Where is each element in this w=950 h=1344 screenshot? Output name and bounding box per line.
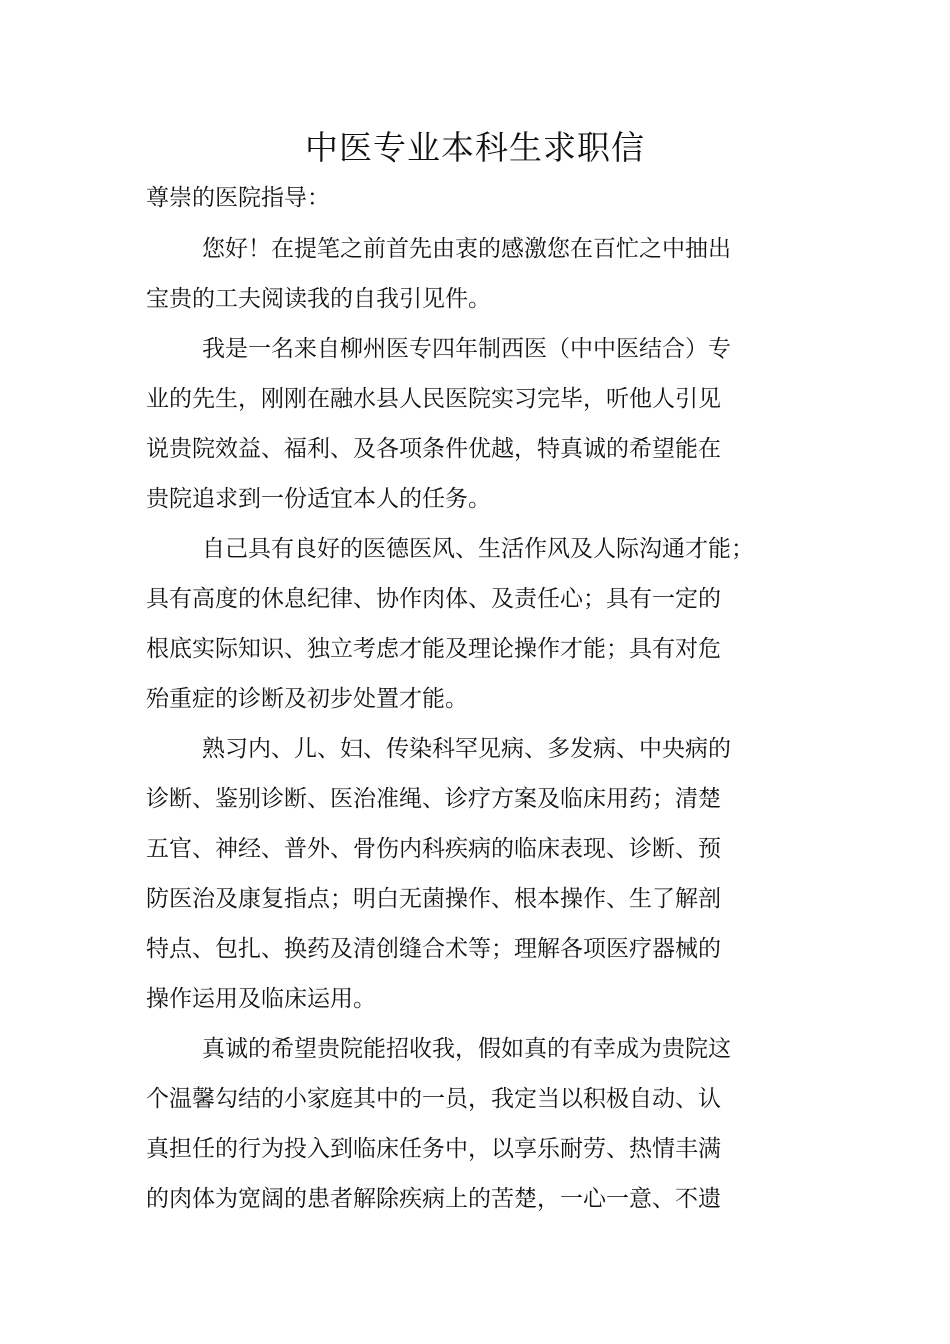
paragraph-line: 自己具有良好的医德医风、生活作风及人际沟通才能； <box>202 536 754 562</box>
salutation: 尊崇的医院指导： <box>146 185 330 211</box>
paragraph-line: 诊断、鉴别诊断、医治准绳、诊疗方案及临床用药；清楚 <box>146 786 721 812</box>
paragraph-line: 殆重症的诊断及初步处置才能。 <box>146 686 468 712</box>
paragraph-line: 真诚的希望贵院能招收我，假如真的有幸成为贵院这 <box>202 1036 731 1062</box>
paragraph-line: 特点、包扎、换药及清创缝合术等；理解各项医疗器械的 <box>146 936 721 962</box>
paragraph-line: 的肉体为宽阔的患者解除疾病上的苦楚，一心一意、不遗 <box>146 1186 721 1212</box>
paragraph-line: 业的先生，刚刚在融水县人民医院实习完毕，听他人引见 <box>146 386 721 412</box>
paragraph-line: 操作运用及临床运用。 <box>146 986 376 1012</box>
paragraph-line: 防医治及康复指点；明白无菌操作、根本操作、生了解剖 <box>146 886 721 912</box>
paragraph-line: 五官、神经、普外、骨伤内科疾病的临床表现、诊断、预 <box>146 836 721 862</box>
paragraph-line: 贵院追求到一份适宜本人的任务。 <box>146 486 491 512</box>
paragraph-line: 根底实际知识、独立考虑才能及理论操作才能；具有对危 <box>146 636 721 662</box>
paragraph-line: 个温馨勾结的小家庭其中的一员，我定当以积极自动、认 <box>146 1086 721 1112</box>
paragraph-line: 说贵院效益、福利、及各项条件优越，特真诚的希望能在 <box>146 436 721 462</box>
paragraph-line: 真担任的行为投入到临床任务中，以享乐耐劳、热情丰满 <box>146 1136 721 1162</box>
paragraph-line: 熟习内、儿、妇、传染科罕见病、多发病、中央病的 <box>202 736 731 762</box>
paragraph-line: 我是一名来自柳州医专四年制西医（中中医结合）专 <box>202 336 731 362</box>
page-title: 中医专业本科生求职信 <box>305 128 645 167</box>
paragraph-line: 具有高度的休息纪律、协作肉体、及责任心；具有一定的 <box>146 586 721 612</box>
paragraph-line: 您好！在提笔之前首先由衷的感激您在百忙之中抽出 <box>202 236 731 262</box>
paragraph-line: 宝贵的工夫阅读我的自我引见件。 <box>146 286 491 312</box>
